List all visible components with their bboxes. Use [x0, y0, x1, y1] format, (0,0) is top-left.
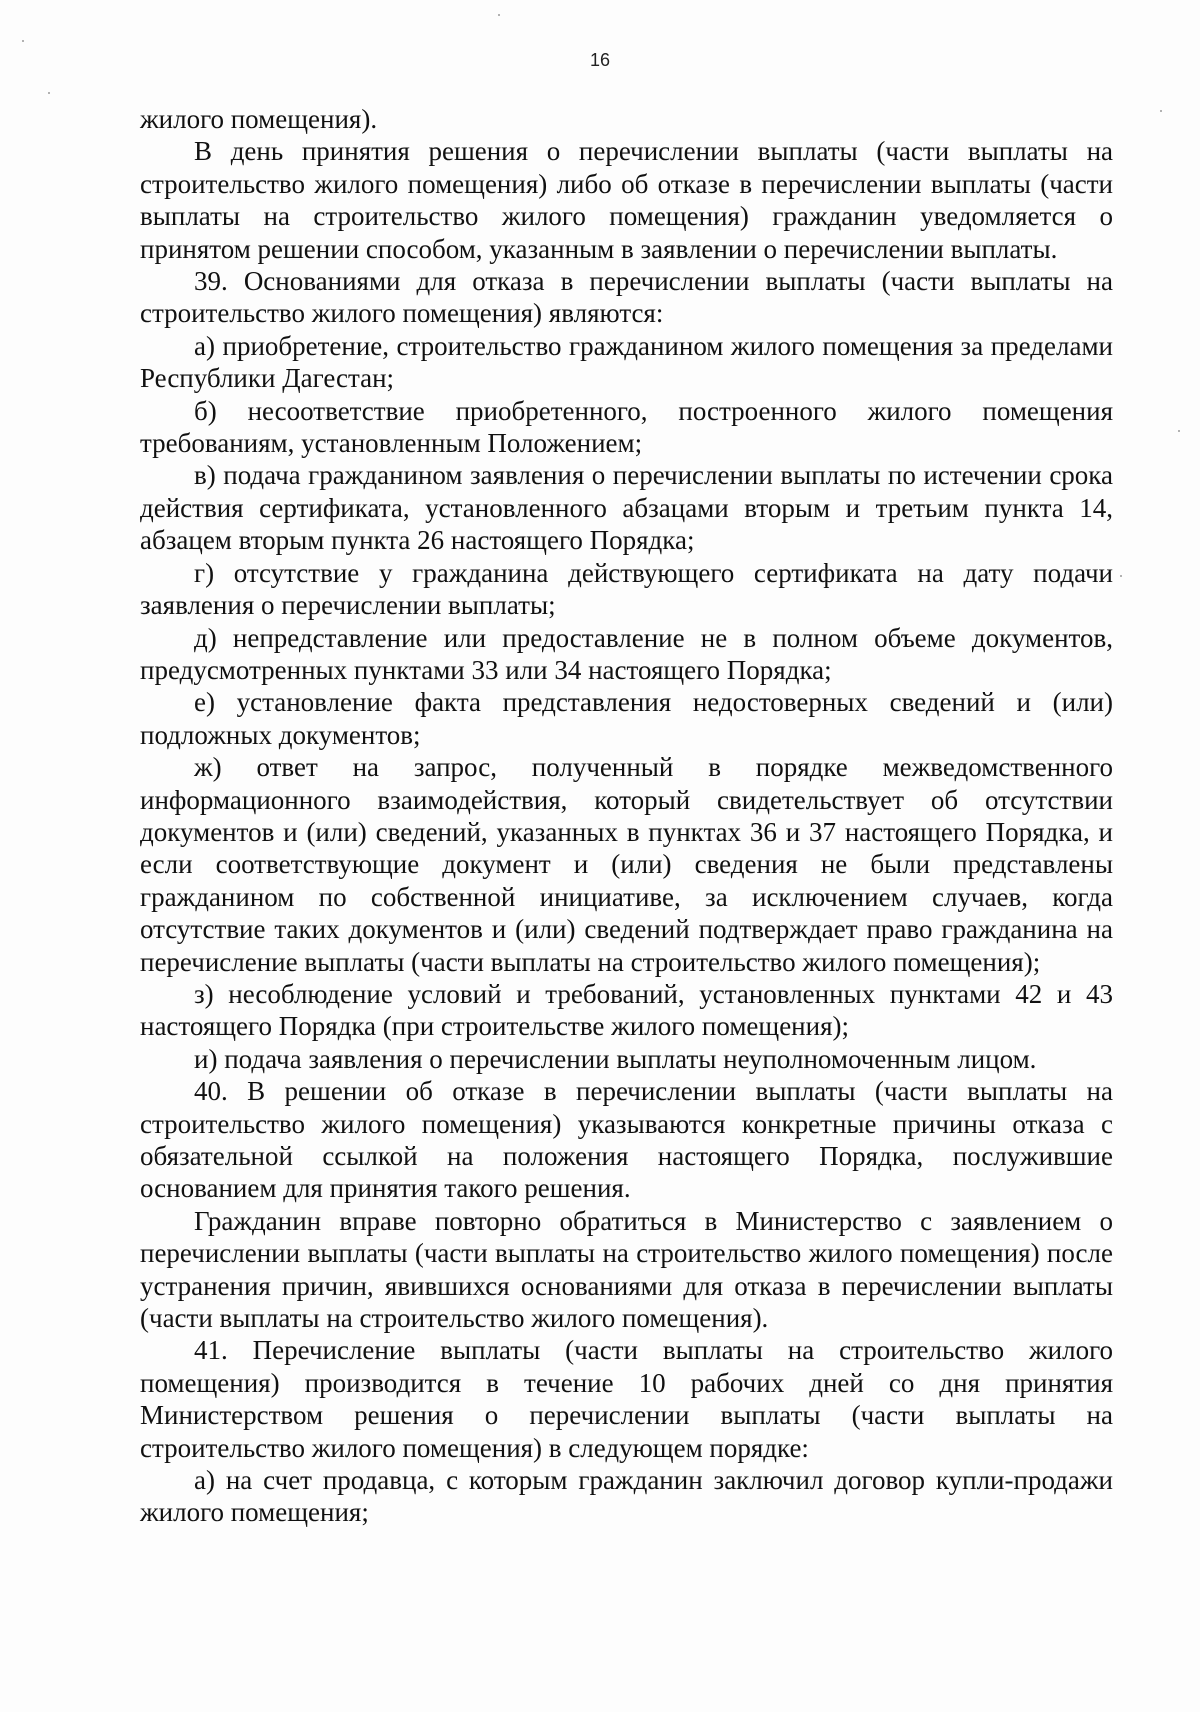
paragraph-39: 39. Основаниями для отказа в перечислении выплаты (части выплаты на строительство жилого помещения) являются:	[140, 266, 1113, 329]
paragraph-reapply: Гражданин вправе повторно обратиться в Министерство с заявлением о перечислении выплаты (части выплаты на строительство жилого помещения) после устранения причин, явившихся основаниями для отказа в перечислении выплаты (части выплаты на строительство жилого помещения).	[140, 1205, 1113, 1334]
list-item-i: и) подача заявления о перечислении выплаты неуполномоченным лицом.	[194, 1043, 1037, 1074]
scan-speck	[22, 40, 24, 42]
list-item-d: д) непредставление или предоставление не в полном объеме документов, предусмотренных пунктами 33 или 34 настоящего Порядка;	[140, 622, 1113, 685]
page-number: 16	[589, 50, 611, 70]
list-item-b: б) несоответствие приобретенного, построенного жилого помещения требованиям, установленным Положением;	[140, 395, 1113, 459]
list-item-e: е) установление факта представления недостоверных сведений и (или) подложных документов;	[140, 687, 1113, 750]
list-item-v: в) подача гражданином заявления о перечислении выплаты по истечении срока действия сертификата, установленного абзацами вторым и третьим пункта 14, абзацем вторым пункта 26 настоящего Порядка;	[140, 460, 1113, 556]
scan-speck	[48, 92, 50, 94]
list-item-g: г) отсутствие у гражданина действующего сертификата на дату подачи заявления о перечислении выплаты;	[140, 557, 1113, 621]
paragraph-notification: В день принятия решения о перечислении выплаты (части выплаты на строительство жилого помещения) либо об отказе в перечислении выплаты (части выплаты на строительство жилого помещения) гражданин уведомляется о принятом решении способом, указанным в заявлении о перечислении выплаты.	[140, 136, 1113, 264]
scan-speck	[1178, 430, 1180, 432]
paragraph-continuation: жилого помещения).	[140, 104, 378, 134]
list-item-a-41: а) на счет продавца, с которым гражданин заключил договор купли-продажи жилого помещения;	[140, 1465, 1113, 1528]
document-body	[140, 103, 1113, 1529]
paragraph-40: 40. В решении об отказе в перечислении выплаты (части выплаты на строительство жилого помещения) указываются конкретные причины отказа с обязательной ссылкой на положения настоящего Порядка, послужившие основанием для принятия такого решения.	[140, 1076, 1113, 1204]
list-item-zh: ж) ответ на запрос, полученный в порядке межведомственного информационного взаимодействия, который свидетельствует об отсутствии документов и (или) сведений, указанных в пунктах 36 и 37 настоящего Порядка, и если соответствующие документ и (или) сведения не были представлены гражданином по собственной инициативе, за исключением случаев, когда отсутствие таких документов и (или) сведений подтверждает право гражданина на перечисление выплаты (части выплаты на строительство жилого помещения);	[140, 752, 1113, 977]
scan-speck	[498, 14, 500, 16]
list-item-a: а) приобретение, строительство гражданином жилого помещения за пределами Республики Дагестан;	[140, 330, 1113, 394]
list-item-z: з) несоблюдение условий и требований, установленных пунктами 42 и 43 настоящего Порядка (при строительстве жилого помещения);	[140, 978, 1113, 1042]
scan-speck	[1120, 575, 1122, 577]
paragraph-41: 41. Перечисление выплаты (части выплаты на строительство жилого помещения) производится в течение 10 рабочих дней со дня принятия Министерством решения о перечислении выплаты (части выплаты на строительство жилого помещения) в следующем порядке:	[140, 1335, 1113, 1463]
scan-speck	[1160, 110, 1162, 112]
